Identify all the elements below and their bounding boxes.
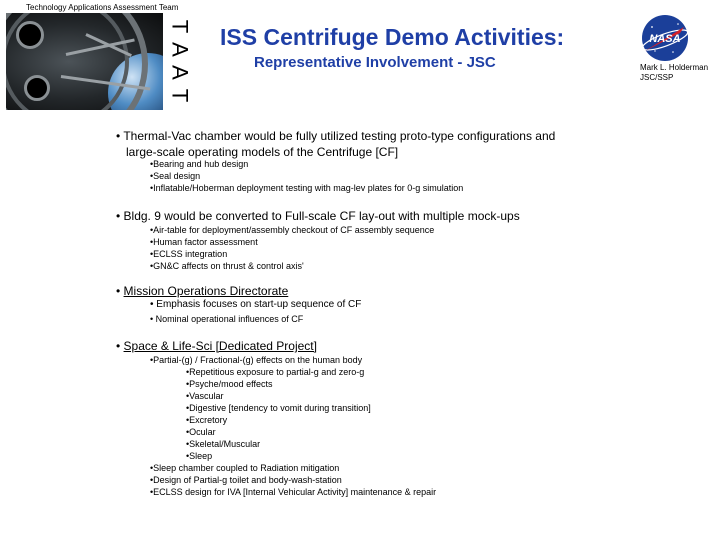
porthole: [16, 21, 44, 49]
section-heading-row: [116, 338, 317, 354]
list-item: •GN&C affects on thrust & control axis': [150, 261, 304, 271]
taat-vertical-label: [168, 15, 192, 107]
sub-list-item: •Ocular: [186, 427, 216, 437]
taat-letter: T: [167, 88, 193, 103]
sub-list-item: •Repetitious exposure to partial-g and zero-g: [186, 367, 365, 377]
list-item: • Nominal operational influences of CF: [150, 314, 304, 324]
section-heading: Space & Life-Sci [Dedicated Project]: [123, 339, 317, 353]
author-block: [640, 63, 708, 83]
sub-list-item: •Skeletal/Muscular: [186, 439, 261, 449]
list-item: •Seal design: [150, 171, 201, 181]
sub-list-item: •Vascular: [186, 391, 224, 401]
sub-list-item: •Psyche/mood effects: [186, 379, 273, 389]
sub-list-item: •Sleep: [186, 451, 213, 461]
section-heading: Mission Operations Directorate: [123, 284, 289, 298]
list-item: •ECLSS design for IVA [Internal Vehicular Activity] maintenance & repair: [150, 487, 437, 497]
list-item: •Air-table for deployment/assembly checkout of CF assembly sequence: [150, 225, 435, 235]
taat-letter: A: [167, 65, 193, 80]
list-item: •Partial-(g) / Fractional-(g) effects on the human body: [150, 355, 363, 365]
list-item: •Design of Partial-g toilet and body-wash-station: [150, 475, 342, 485]
list-item: •Sleep chamber coupled to Radiation mitigation: [150, 463, 340, 473]
list-item: •Bearing and hub design: [150, 159, 249, 169]
page-title: ISS Centrifuge Demo Activities:: [220, 24, 565, 50]
logo-text: NASA: [649, 33, 681, 45]
list-item: • Emphasis focuses on start-up sequence of CF: [150, 299, 362, 310]
porthole: [24, 75, 50, 101]
section-heading-cont: large-scale operating models of the Centrifuge [CF]: [116, 145, 399, 159]
section-heading: • Thermal-Vac chamber would be fully utilized testing proto-type configurations and: [116, 129, 556, 143]
taat-letter: T: [167, 19, 193, 34]
team-name: Technology Applications Assessment Team: [26, 3, 179, 12]
author-name: Mark L. Holderman: [640, 63, 709, 72]
spacecraft-photo: [6, 13, 163, 110]
list-item: •Inflatable/Hoberman deployment testing with mag-lev plates for 0-g simulation: [150, 183, 464, 193]
sub-list-item: •Digestive [tendency to vomit during transition]: [186, 403, 371, 413]
taat-letter: A: [167, 42, 193, 57]
section-heading: • Bldg. 9 would be converted to Full-scale CF lay-out with multiple mock-ups: [116, 209, 520, 223]
section-heading-row: [116, 283, 288, 299]
nasa-logo-icon: [640, 13, 690, 63]
bullet: •: [116, 339, 121, 353]
list-item: •ECLSS integration: [150, 249, 228, 259]
author-org: JSC/SSP: [640, 73, 674, 82]
bullet: •: [116, 284, 121, 298]
list-item: •Human factor assessment: [150, 237, 258, 247]
sub-list-item: •Excretory: [186, 415, 228, 425]
page-subtitle: Representative Involvement - JSC: [254, 54, 496, 71]
